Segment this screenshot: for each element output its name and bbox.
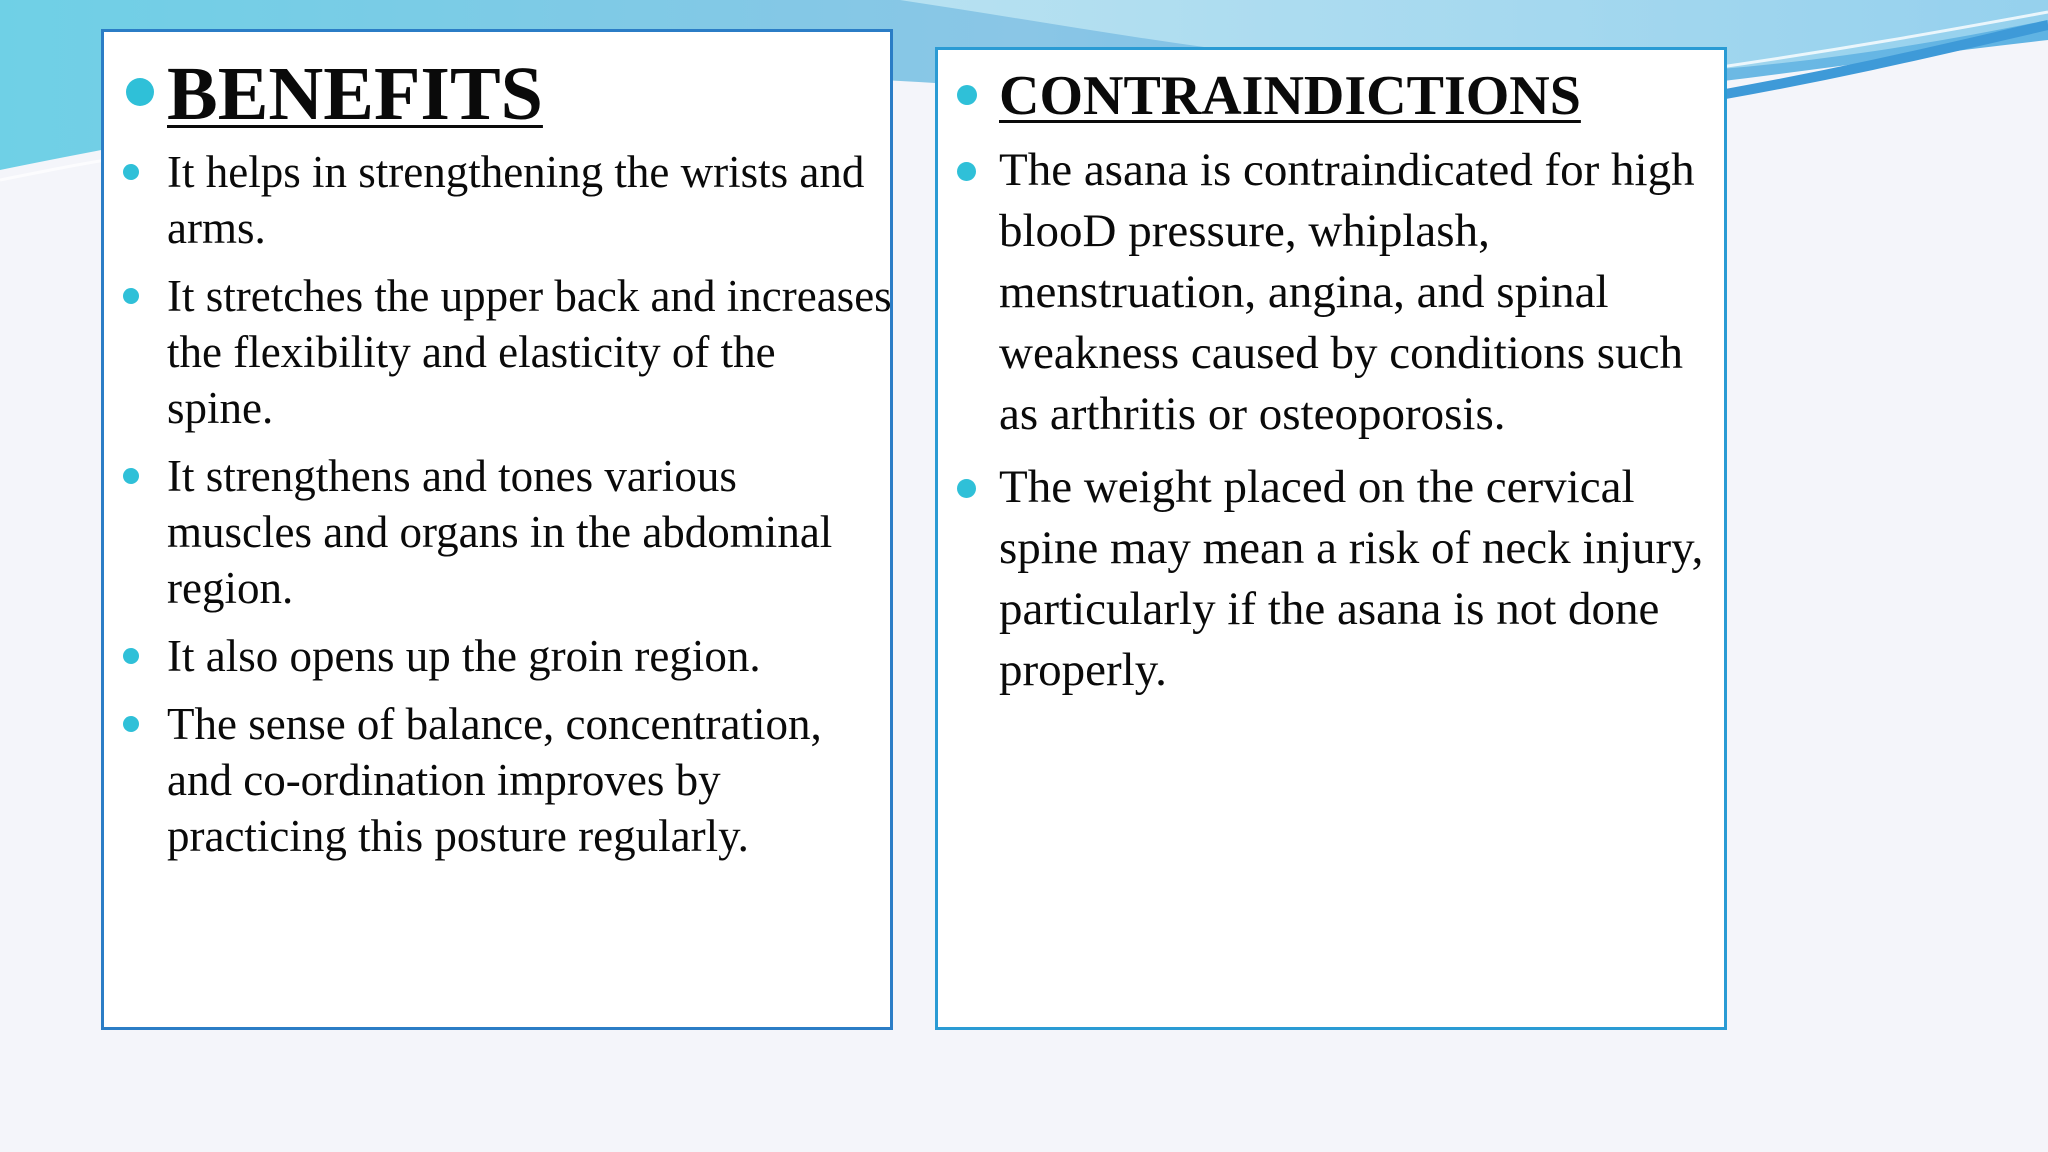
bullet-icon — [957, 479, 976, 498]
bullet-icon — [957, 162, 976, 181]
bullet-icon — [957, 85, 977, 105]
bullet-icon — [123, 164, 139, 180]
contraindications-list — [999, 140, 1721, 713]
list-item: It also opens up the groin region. — [167, 628, 893, 684]
bullet-icon — [123, 468, 139, 484]
list-item: The asana is contraindicated for high blooD pressure, whiplash, menstruation, angina, and spinal weakness caused by conditions such as arthritis or osteoporosis. — [999, 140, 1721, 445]
list-item: The sense of balance, concentration, and co-ordination improves by practicing this posture regularly. — [167, 696, 893, 864]
list-item: It strengthens and tones various muscles and organs in the abdominal region. — [167, 448, 893, 616]
bullet-icon — [123, 648, 139, 664]
list-item: It helps in strengthening the wrists and arms. — [167, 144, 893, 256]
benefits-panel — [101, 29, 893, 1030]
list-item: The weight placed on the cervical spine may mean a risk of neck injury, particularly if the asana is not done properly. — [999, 457, 1721, 701]
list-item: It stretches the upper back and increases the flexibility and elasticity of the spine. — [167, 268, 893, 436]
contraindications-panel — [935, 47, 1727, 1030]
contraindications-heading: CONTRAINDICTIONS — [999, 65, 1581, 127]
benefits-heading: BENEFITS — [167, 52, 543, 136]
benefits-list — [167, 144, 893, 876]
bullet-icon — [123, 716, 139, 732]
bullet-icon — [126, 78, 154, 106]
bullet-icon — [123, 288, 139, 304]
